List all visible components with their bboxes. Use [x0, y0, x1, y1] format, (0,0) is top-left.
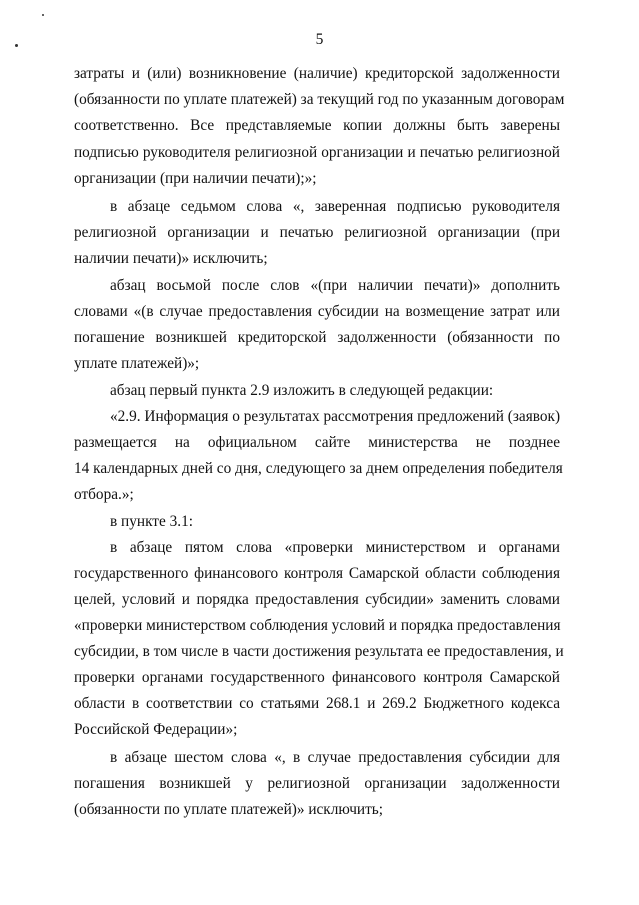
text-line: целей, условий и порядка предоставления субсидии» заменить словами	[74, 591, 560, 608]
text-line: в абзаце седьмом слова «, заверенная подписью руководителя	[110, 198, 560, 215]
text-line: проверки органами государственного финансового контроля Самарской	[74, 669, 560, 686]
text-line: Российской Федерации»;	[74, 721, 238, 738]
page-number: 5	[315, 31, 324, 48]
text-line: абзац восьмой после слов «(при наличии печати)» дополнить	[110, 277, 560, 294]
scan-speck	[42, 14, 44, 16]
text-line: (обязанности по уплате платежей)» исключить;	[74, 801, 383, 818]
text-line: в пункте 3.1:	[110, 513, 193, 530]
text-line: отбора.»;	[74, 486, 134, 503]
text-line: абзац первый пункта 2.9 изложить в следующей редакции:	[110, 382, 494, 399]
text-line: в абзаце пятом слова «проверки министерством и органами	[110, 539, 560, 556]
text-line: наличии печати)» исключить;	[74, 250, 268, 267]
text-line: подписью руководителя религиозной организации и печатью религиозной	[74, 144, 560, 161]
text-line: погашения возникшей у религиозной организации задолженности	[74, 775, 560, 792]
text-line: (обязанности по уплате платежей) за текущий год по указанным договорам	[74, 91, 565, 108]
text-line: уплате платежей)»;	[74, 355, 200, 372]
text-line: затраты и (или) возникновение (наличие) кредиторской задолженности	[74, 65, 560, 82]
text-line: организации (при наличии печати);»;	[74, 170, 317, 187]
text-line: 14 календарных дней со дня, следующего за днем определения победителя	[74, 460, 563, 477]
text-line: размещается на официальном сайте министерства не позднее	[74, 434, 560, 451]
text-line: «проверки министерством соблюдения условий и порядка предоставления	[74, 617, 561, 634]
text-line: соответственно. Все представляемые копии должны быть заверены	[74, 117, 560, 134]
text-line: в абзаце шестом слова «, в случае предоставления субсидии для	[110, 749, 560, 766]
text-line: области в соответствии со статьями 268.1 и 269.2 Бюджетного кодекса	[74, 695, 560, 712]
text-line: словами «(в случае предоставления субсидии на возмещение затрат или	[74, 303, 560, 320]
text-line: религиозной организации и печатью религиозной организации (при	[74, 224, 560, 241]
text-line: погашение возникшей кредиторской задолженности (обязанности по	[74, 329, 560, 346]
text-line: субсидии, в том числе в части достижения результата ее предоставления, и	[74, 643, 564, 660]
text-line: «2.9. Информация о результатах рассмотрения предложений (заявок)	[110, 408, 561, 425]
text-line: государственного финансового контроля Самарской области соблюдения	[74, 565, 560, 582]
